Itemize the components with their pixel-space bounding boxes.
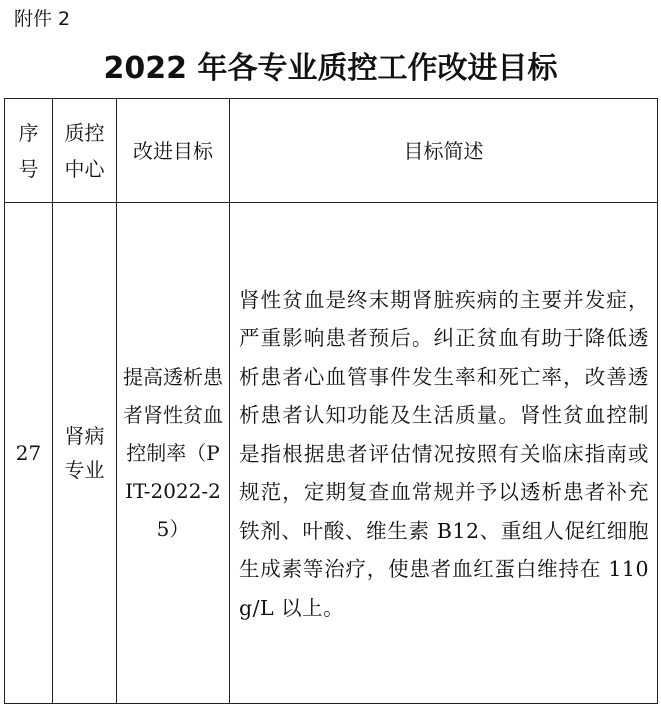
- header-quality-center: [53, 99, 117, 203]
- cell-seq: [5, 203, 53, 704]
- cell-description-value: 肾性贫血是终末期肾脏疾病的主要并发症，严重影响患者预后。纠正贫血有助于降低透析患者心血管事件发生率和死亡率，改善透析患者认知功能及生活质量。肾性贫血控制是指根据患者评估情况按照有关临床指南或规范，定期复查血常规并予以透析患者补充铁剂、叶酸、维生素 B12、重组人促红细胞生成素等治疗，使患者血红蛋白维持在 110g/L 以上。: [239, 287, 649, 620]
- cell-quality-center-value: 肾病专业: [64, 424, 105, 482]
- attachment-label: 附件 2: [14, 8, 71, 30]
- header-description-label: 目标简述: [403, 138, 484, 163]
- cell-seq-value: 27: [15, 441, 42, 465]
- header-seq-label: 序号: [18, 120, 39, 181]
- table-header-row: [5, 99, 658, 203]
- page-title: 2022 年各专业质控工作改进目标: [103, 51, 558, 86]
- header-improvement-target-label: 改进目标: [133, 138, 213, 163]
- cell-improvement-target: [117, 203, 230, 704]
- header-description: [230, 99, 658, 203]
- improvement-target-table: [4, 98, 658, 704]
- header-improvement-target: [117, 99, 230, 203]
- cell-improvement-target-value: 提高透析患者肾性贫血控制率（PIT-2022-25）: [123, 365, 223, 541]
- header-quality-center-label: 质控中心: [64, 120, 105, 181]
- table-row: [5, 203, 658, 704]
- cell-description: [230, 203, 658, 704]
- cell-quality-center: [53, 203, 117, 704]
- header-seq: [5, 99, 53, 203]
